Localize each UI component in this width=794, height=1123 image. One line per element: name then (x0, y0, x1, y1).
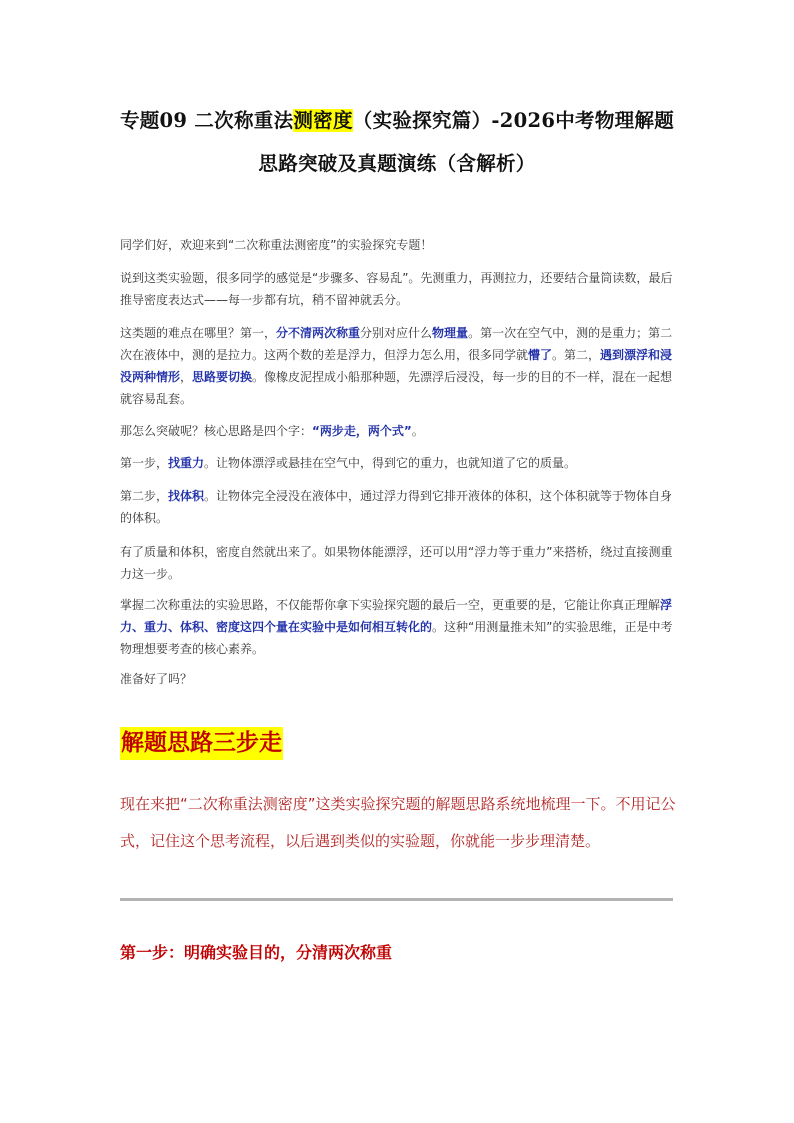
emphasis-text: 找体积 (168, 489, 205, 503)
text-run: 。第二， (552, 348, 601, 362)
title-highlight: 测密度 (293, 109, 353, 132)
paragraph-ready: 准备好了吗？ (120, 672, 193, 686)
paragraph-core-idea (120, 420, 678, 442)
emphasis-text: 分不清两次称重 (276, 326, 361, 340)
text-run: 。像橡皮泥捏成小船那种题，先漂浮后浸没，每一步的目的不一样，混在一起想就容易乱套。 (120, 370, 673, 406)
text-run: 。这种“用测量推未知”的实验思维，正是中考物理想要考查的核心素养。 (120, 620, 673, 656)
section-heading: 解题思路三步走 (120, 727, 283, 760)
text-run: 。 (411, 424, 424, 438)
paragraph-step-1 (120, 452, 678, 474)
text-run: 。第一次在空气中，测的是重力；第二次在液体中，测的是拉力。这两个数的差是浮力，但浮力怎么用，很多同学就 (120, 326, 673, 362)
emphasis-text: “两步走，两个式” (312, 424, 412, 438)
paragraph-greeting: 同学们好，欢迎来到“二次称重法测密度”的实验探究专题！ (120, 238, 433, 252)
emphasis-text: 物理量 (432, 326, 469, 340)
text-run: 掌握二次称重法的实验思路，不仅能帮你拿下实验探究题的最后一空，更重要的是，它能让你真正理解 (120, 598, 661, 612)
text-run: 分别对应什么 (360, 326, 433, 340)
title-prefix: 专题09 二次称重法 (119, 109, 294, 132)
text-run: ， (180, 370, 193, 384)
text-run: 。让物体漂浮或悬挂在空气中，得到它的重力，也就知道了它的质量。 (204, 456, 577, 470)
section-intro: 现在来把“二次称重法测密度”这类实验探究题的解题思路系统地梳理一下。不用记公式，记住这个思考流程，以后遇到类似的实验题，你就能一步步理清楚。 (120, 795, 676, 850)
document-title-line-2: 思路突破及真题演练（含解析） (258, 152, 536, 175)
emphasis-text: 找重力 (168, 456, 205, 470)
document-title-line-1 (60, 105, 734, 133)
paragraph-step-2 (120, 485, 678, 529)
step-1-heading: 第一步：明确实验目的，分清两次称重 (120, 943, 393, 962)
text-run: 那怎么突破呢？核心思路是四个字： (120, 424, 313, 438)
horizontal-divider (120, 898, 673, 901)
paragraph-density-result: 有了质量和体积，密度自然就出来了。如果物体能漂浮，还可以用“浮力等于重力”来搭桥，绕过直接测重力这一步。 (120, 545, 673, 581)
emphasis-text: 浮力、重力、体积、密度这四个量在实验中是如何相互转化的 (120, 598, 673, 634)
paragraph-difficulties (120, 322, 678, 410)
title-suffix: （实验探究篇）-2026中考物理解题 (352, 109, 675, 132)
text-run: 这类题的难点在哪里？第一， (120, 326, 277, 340)
emphasis-text: 懵了 (528, 348, 553, 362)
text-run: 。让物体完全浸没在液体中，通过浮力得到它排开液体的体积，这个体积就等于物体自身的体积。 (120, 489, 673, 525)
text-run: 第二步， (120, 489, 169, 503)
emphasis-text: 遇到漂浮和浸没两种情形 (120, 348, 673, 384)
paragraph-mastery (120, 594, 678, 660)
text-run: 第一步， (120, 456, 169, 470)
paragraph-difficulty-intro: 说到这类实验题，很多同学的感觉是“步骤多、容易乱”。先测重力，再测拉力，还要结合量筒读数，最后推导密度表达式——每一步都有坑，稍不留神就丢分。 (120, 271, 673, 307)
emphasis-text: 思路要切换 (192, 370, 253, 384)
